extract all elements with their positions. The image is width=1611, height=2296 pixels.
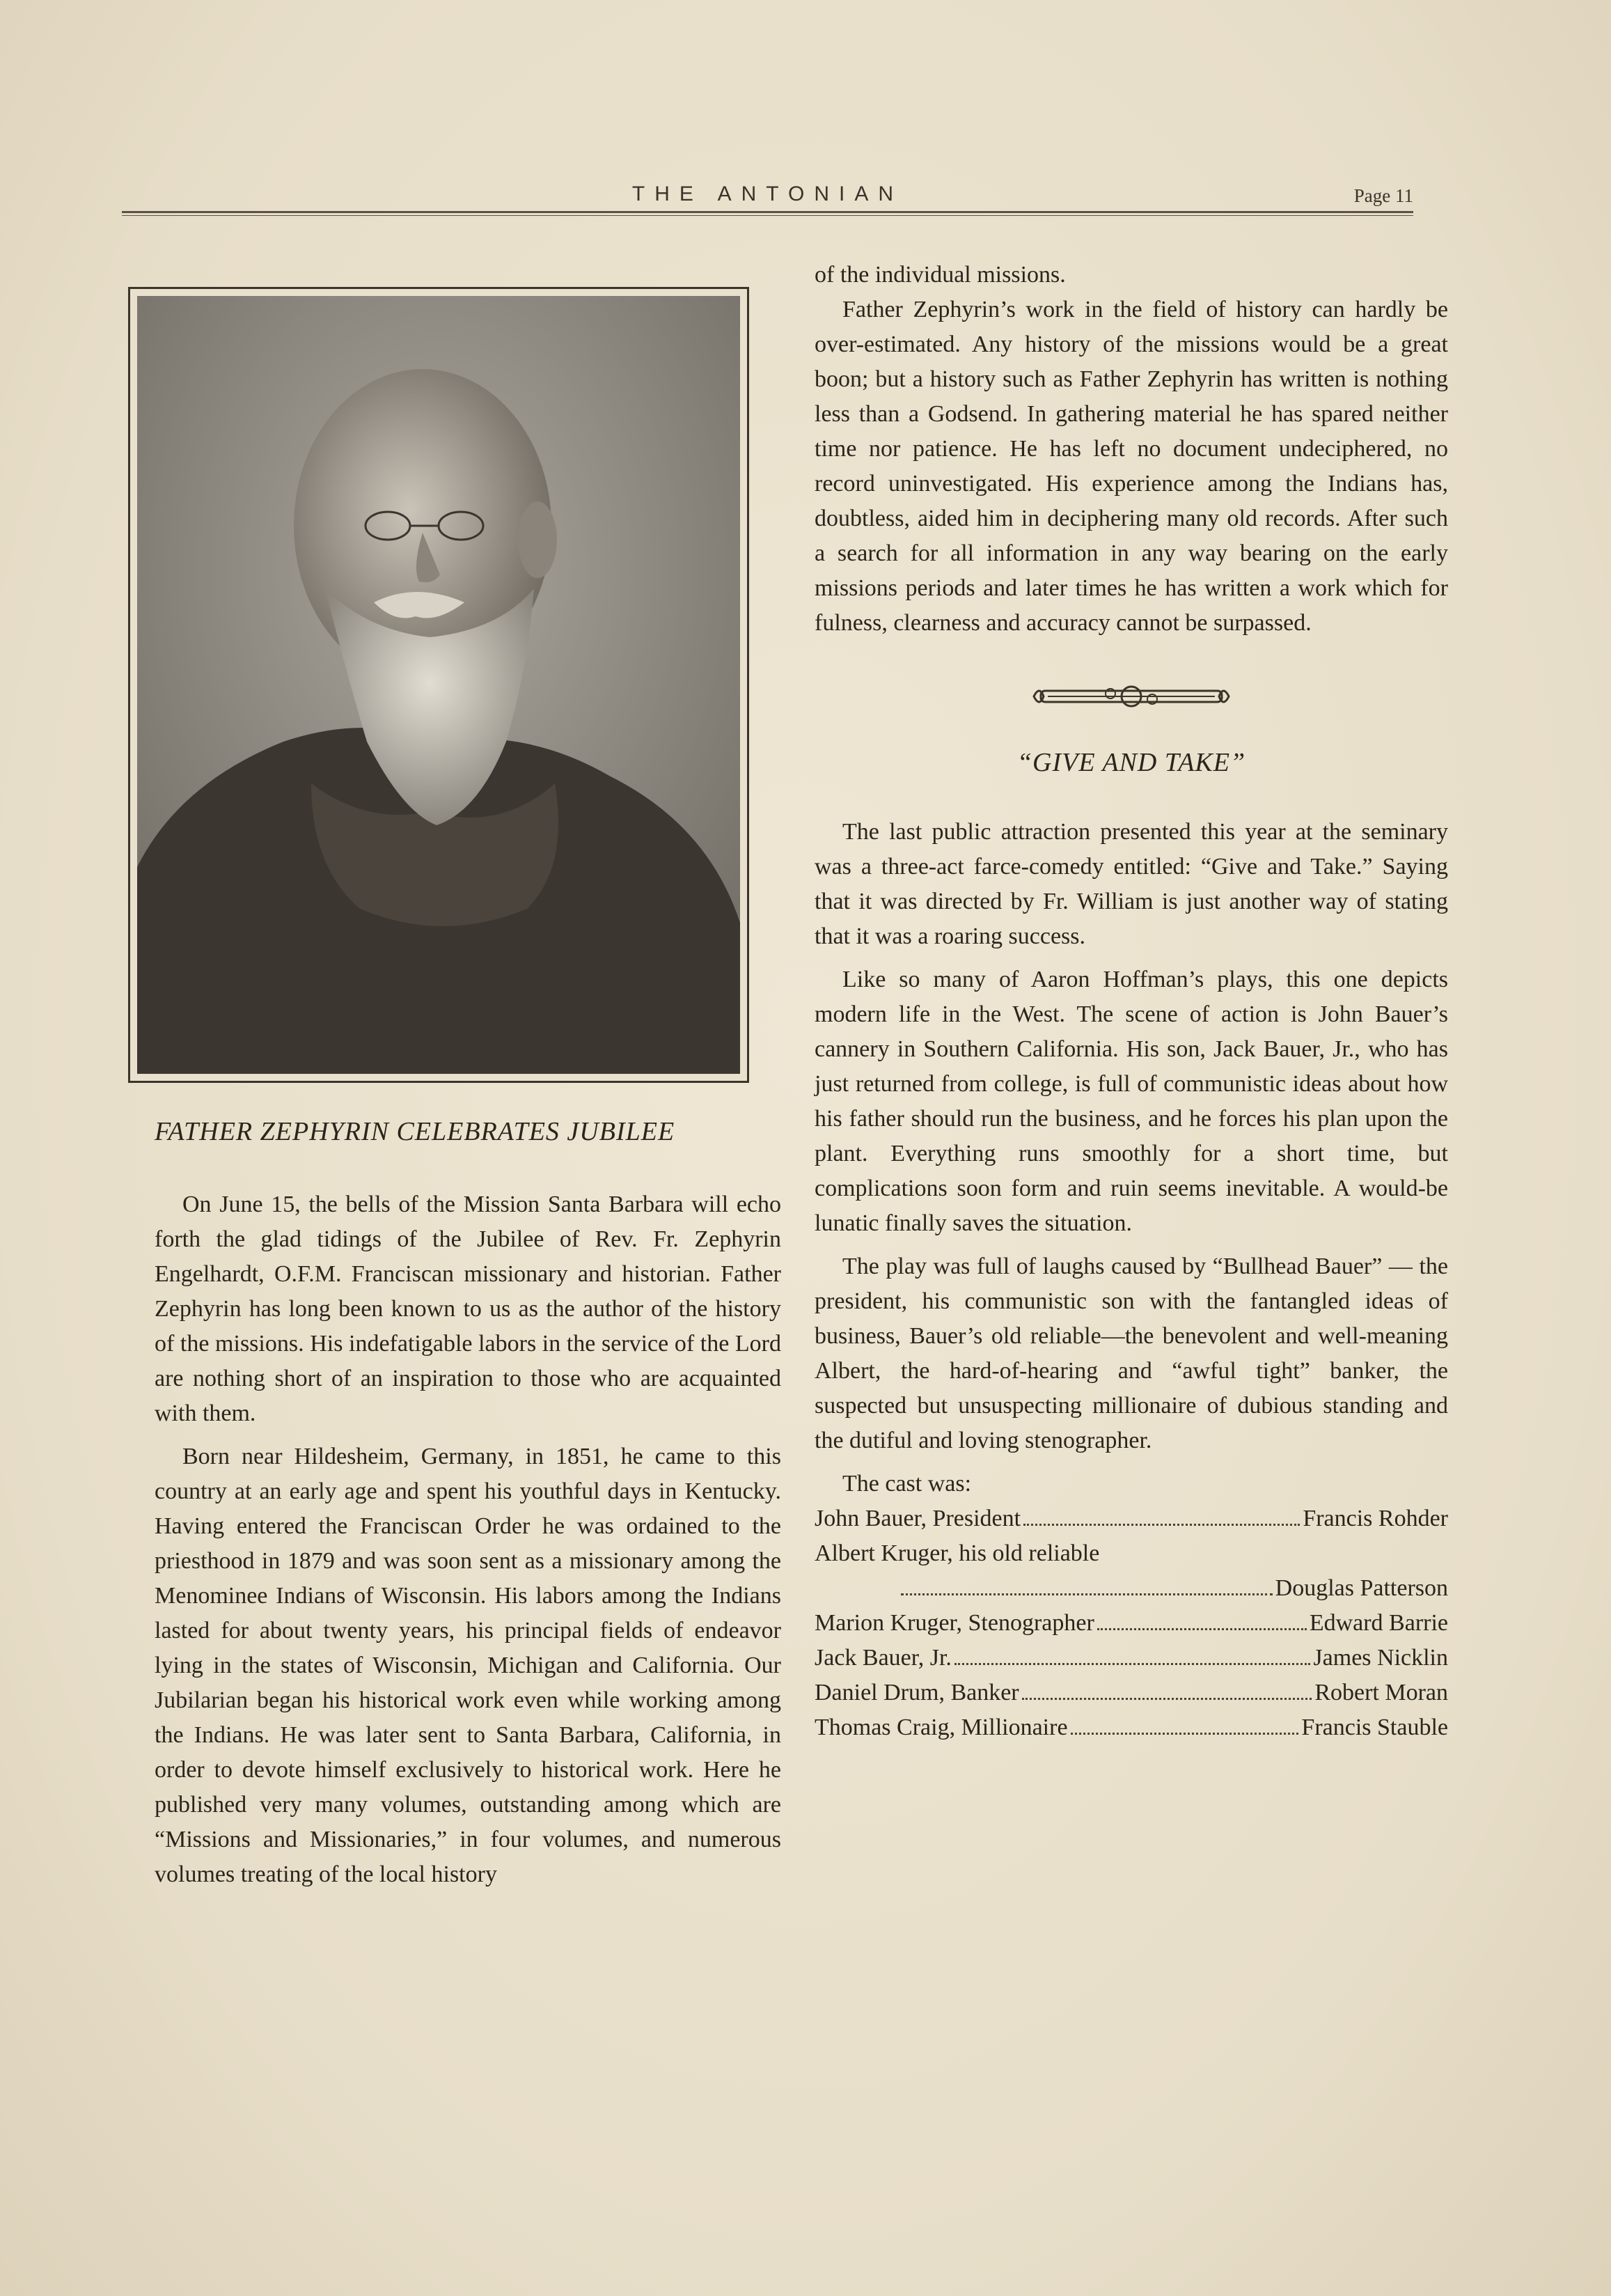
cast-actor: Robert Moran (1314, 1680, 1448, 1705)
cast-intro: The cast was: (842, 1471, 972, 1497)
dot-leader (1097, 1628, 1307, 1630)
dot-leader (954, 1663, 1311, 1665)
cast-actor: Edward Barrie (1309, 1610, 1448, 1636)
cast-actor: James Nicklin (1313, 1645, 1448, 1671)
cast-row-continued (815, 1571, 1448, 1606)
paragraph: Father Zephyrin’s work in the field of history can hardly be over-estimated. Any history of the missions would be a great boon; but a history such as Father Zephyrin has written is nothing less than a Godsend. In gathering material he has spared neither time nor patience. He has left no document undeciphered, no record uninvestigated. His experience among the Indians has, doubtless, aided him in deciphering many old records. After such a search for all information in any way bearing on the early missions periods and later times he has written a work which for fulness, clearness and accuracy cannot be surpassed. (815, 297, 1448, 636)
cast-role: Marion Kruger, Stenographer (815, 1610, 1094, 1636)
dot-leader (1022, 1698, 1312, 1700)
cast-row (815, 1606, 1448, 1641)
cast-role: John Bauer, President (815, 1506, 1021, 1531)
cast-actor: Francis Rohder (1303, 1506, 1448, 1531)
paragraph: On June 15, the bells of the Mission Santa Barbara will echo forth the glad tidings of the Jubilee of Rev. Fr. Zephyrin Engelhardt, O.F.M. Franciscan missionary and historian. Father Zephyrin has long been known to us as the author of the history of the missions. His indefatigable labors in the service of the Lord are nothing short of an inspiration to those who are acquainted with them. (155, 1192, 781, 1426)
ornament-divider (1027, 675, 1236, 717)
article-heading-jubilee: FATHER ZEPHYRIN CELEBRATES JUBILEE (155, 1117, 675, 1146)
paragraph: The last public attraction presented this year at the seminary was a three-act farce-comedy entitled: “Give and Take.” Saying that it was directed by Fr. William is just another way of stating that it was a roaring success. (815, 819, 1448, 949)
page-number: Page 11 (1353, 185, 1413, 206)
cast-role: Daniel Drum, Banker (815, 1680, 1019, 1705)
dot-leader (1071, 1733, 1299, 1735)
cast-actor: Francis Stauble (1301, 1715, 1448, 1740)
cast-row (815, 1676, 1448, 1710)
header-rule-thin (122, 215, 1413, 216)
dot-leader (1023, 1524, 1300, 1526)
right-column (815, 258, 1448, 1745)
publication-title: THE ANTONIAN (631, 182, 904, 205)
cast-role: Albert Kruger, his old reliable (815, 1540, 1100, 1566)
portrait-image (137, 296, 740, 1074)
cast-row (815, 1641, 1448, 1676)
paragraph: Born near Hildesheim, Germany, in 1851, he came to this country at an early age and spent his youthful days in Kentucky. Having entered the Franciscan Order he was ordained to the priesthood in 1879 and was soon sent as a missionary among the Menominee Indians of Wisconsin. His labors among the Indians lasted for about twenty years, his principal fields of endeavor lying in the states of Wisconsin, Michigan and California. Our Jubilarian began his historical work even while working among the Indians. He was later sent to Santa Barbara, California, in order to devote himself exclusively to historical work. Here he published very many volumes, outstanding among which are “Missions and Missionaries,” in four volumes, and numerous volumes treating of the local history (155, 1444, 781, 1887)
article-heading-give-and-take: “GIVE AND TAKE” (1016, 748, 1246, 777)
left-column (155, 1114, 781, 1892)
cast-row (815, 1501, 1448, 1536)
cast-role: Thomas Craig, Millionaire (815, 1715, 1068, 1740)
portrait-photo (128, 287, 749, 1083)
dot-leader (901, 1593, 1273, 1595)
cast-row (815, 1710, 1448, 1745)
header-rule (122, 211, 1413, 213)
paragraph-continued: of the individual missions. (815, 262, 1066, 288)
paragraph: Like so many of Aaron Hoffman’s plays, this one depicts modern life in the West. The scene of action is John Bauer’s cannery in Southern California. His son, Jack Bauer, Jr., who has just returned from college, is full of communistic ideas about how his father should run the business, and he forces his plan upon the plant. Everything runs smoothly for a short time, but complications soon form and ruin seems inevitable. A would-be lunatic finally saves the situation. (815, 967, 1448, 1236)
cast-row (815, 1536, 1448, 1571)
cast-role: Jack Bauer, Jr. (815, 1645, 952, 1671)
cast-actor: Douglas Patterson (1275, 1575, 1448, 1601)
paragraph: The play was full of laughs caused by “Bullhead Bauer” — the president, his communistic son with the fantangled ideas of business, Bauer’s old reliable—the benevolent and well-meaning Albert, the hard-of-hearing and “awful tight” banker, the suspected but unsuspecting millionaire of dubious standing and the dutiful and loving stenographer. (815, 1254, 1448, 1453)
